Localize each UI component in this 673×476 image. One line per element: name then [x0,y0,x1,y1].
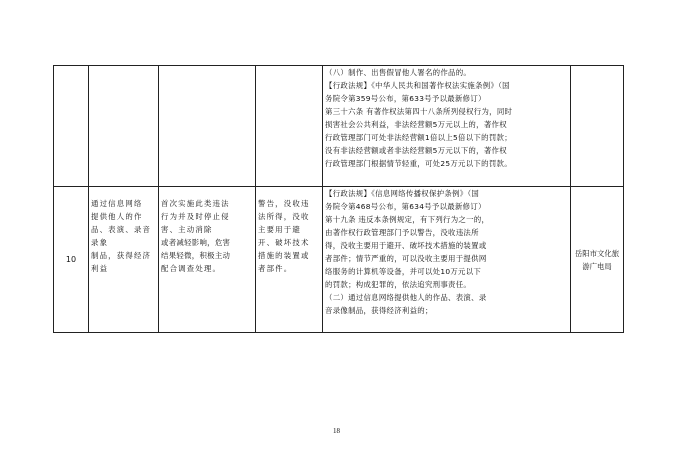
legal-basis-line: 音录像制品，获得经济利益的； [325,306,433,315]
penalty-type-line: 措施的装置或 [258,251,310,260]
violation-item-line: 制品，获得经济 [91,251,152,260]
penalty-type-line: 开、破坏技术 [258,238,310,247]
penalty-type-cell [256,66,323,187]
penalty-type-line: 者部件。 [258,264,293,273]
legal-basis-cell [323,66,571,187]
penalty-type-line: 主要用于避 [258,225,301,234]
legal-basis-line: 第三十六条 有著作权法第四十八条所列侵权行为，同时 [325,107,513,116]
legal-basis-line: 者部件；情节严重的，可以没收主要用于提供网 [325,254,487,263]
row-number-cell [54,66,89,187]
violation-item-line: 录象 [91,238,109,247]
legal-basis-line: （二）通过信息网络提供他人的作品、表演、录 [325,293,487,302]
violation-item-line: 利益 [91,264,109,273]
legal-basis-line: 务院令第359号公布，第633号予以最新修订） [325,94,486,103]
mitigation-line: 首次实施此类违法 [161,199,230,208]
page-number: 18 [333,427,340,435]
violation-item-line: 提供他人的作 [91,212,143,221]
legal-basis-line: 【行政法规】《信息网络传播权保护条例》（国 [325,189,480,198]
mitigation-line: 结果轻微，积极主动 [161,251,231,260]
legal-basis-line: 行政管理部门根据情节轻重，可处25万元以下的罚款。 [325,159,512,168]
penalty-type-line: 警告，没收违 [258,199,310,208]
mitigation-line: 配合调查处理。 [161,264,222,273]
penalty-type-cell [256,187,323,333]
mitigation-cell [159,187,256,333]
table-row [54,187,624,333]
legal-basis-line: 损害社会公共利益，非法经营额5万元以上的，著作权 [325,120,507,129]
legal-basis-line: 行政管理部门可处非法经营额1倍以上5倍以下的罚款； [325,133,512,142]
mitigation-line: 行为并及时停止侵 [161,212,230,221]
legal-basis-line: 的罚款；构成犯罪的，依法追究刑事责任。 [325,280,472,289]
legal-basis-line: 没有非法经营额或者非法经营额5万元以下的，著作权 [325,146,507,155]
regulation-table [53,65,624,333]
mitigation-cell [159,66,256,187]
violation-item-line: 通过信息网络 [91,199,143,208]
legal-basis-line: （八）制作、出售假冒他人署名的作品的。 [325,68,472,77]
violation-item-cell [89,66,159,187]
department-line: 岳阳市文化旅 [574,248,620,258]
mitigation-line: 害、主动消除 [161,225,213,234]
legal-basis-cell [323,187,571,333]
violation-item-line: 品、表演、录音 [91,225,152,234]
mitigation-line: 或者减轻影响，危害 [161,238,231,247]
legal-basis-line: 得，没收主要用于避开、破坏技术措施的装置或 [325,241,487,250]
legal-basis-line: 由著作权行政管理部门予以警告，没收违法所 [325,228,479,237]
legal-basis-line: 第十九条 违反本条例规定，有下列行为之一的， [325,215,490,224]
legal-basis-line: 络服务的计算机等设备，并可以处10万元以下 [325,267,482,276]
penalty-type-line: 法所得，没收 [258,212,310,221]
department-cell [571,66,624,187]
row-number-cell: 10 [54,187,89,333]
table-row [54,66,624,187]
violation-item-cell [89,187,159,333]
department-cell [571,187,624,333]
department-line: 游广电局 [582,261,612,271]
legal-basis-line: 【行政法规】《中华人民共和国著作权法实施条例》（国 [325,81,510,90]
legal-basis-line: 务院令第468号公布，第634号予以最新修订） [325,202,486,211]
